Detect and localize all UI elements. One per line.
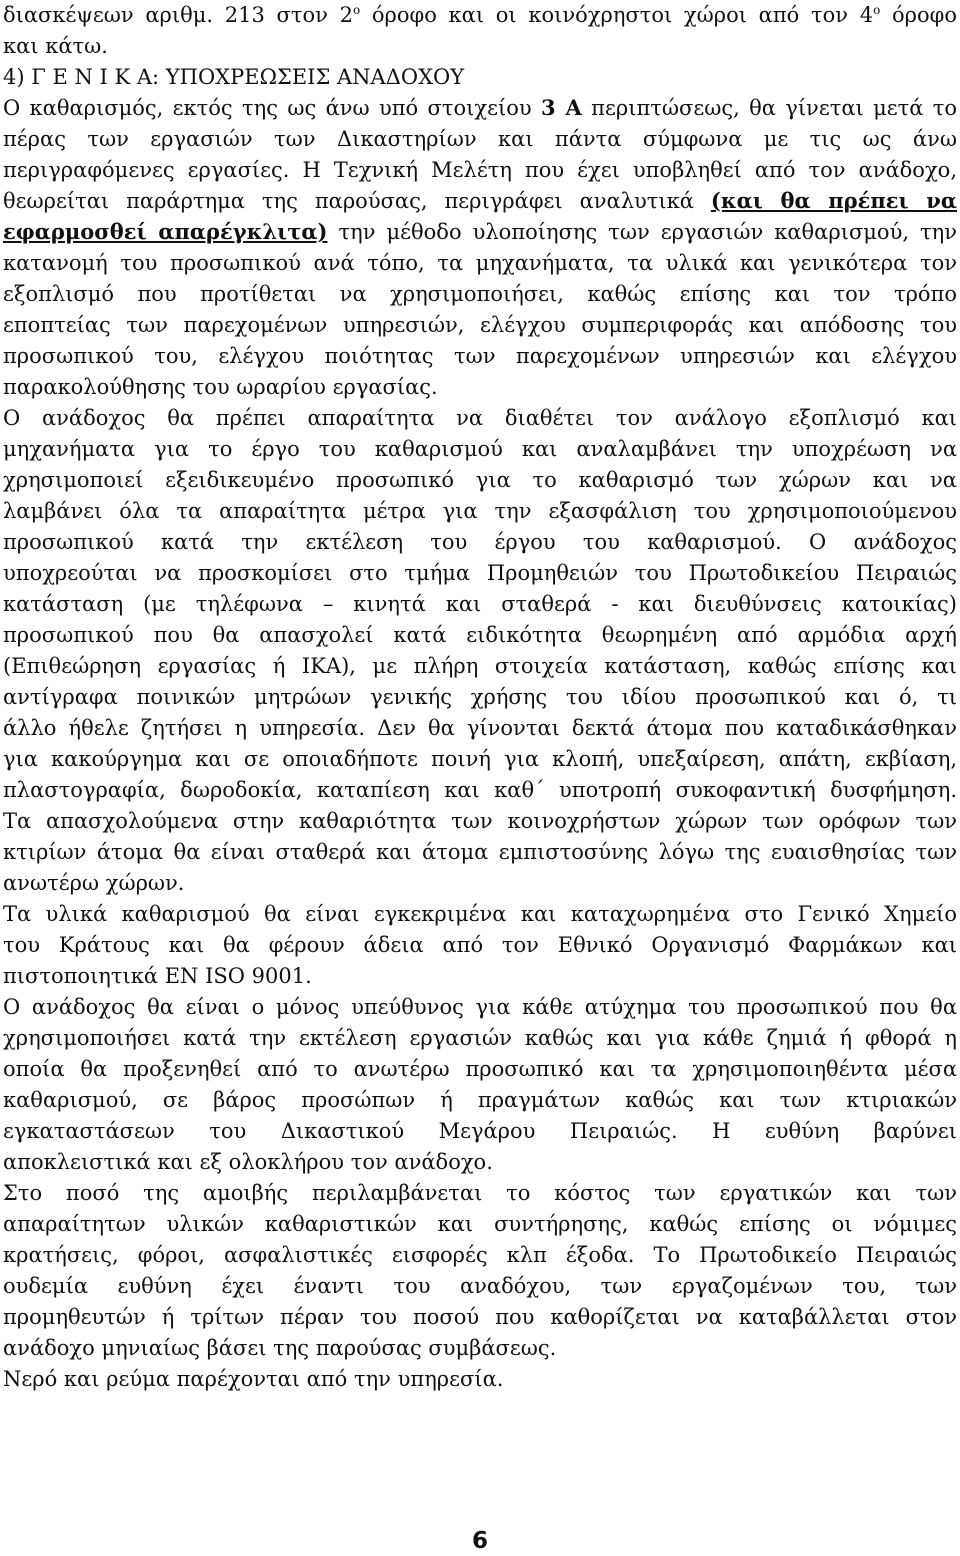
paragraph-line: Νερό και ρεύμα παρέχονται από την υπηρεσία. bbox=[3, 1367, 504, 1391]
paragraph-line: χρησιμοποιεί εξειδικευμένο προσωπικό για το καθαρισμό των χώρων και να bbox=[3, 468, 957, 492]
paragraph-line: προσωπικού που θα απασχολεί κατά ειδικότητα θεωρημένη από αρμόδια αρχή bbox=[3, 623, 957, 647]
paragraph-line: προμηθευτών ή τρίτων πέραν του ποσού που καθορίζεται να καταβάλλεται στον bbox=[3, 1305, 957, 1329]
paragraph-line: κατάσταση (με τηλέφωνα – κινητά και σταθερά - και διευθύνσεις κατοικίας) bbox=[3, 592, 957, 616]
paragraph-line: απαραίτητων υλικών καθαριστικών και συντήρησης, καθώς επίσης οι νόμιμες bbox=[3, 1212, 957, 1236]
paragraph-line: εξοπλισμό που προτίθεται να χρησιμοποιήσει, καθώς επίσης και τον τρόπο bbox=[3, 282, 957, 306]
paragraph-line: εποπτείας των παρεχομένων υπηρεσιών, ελέγχου συμπεριφοράς και απόδοσης του bbox=[3, 313, 957, 337]
paragraph-line: του Κράτους και θα φέρουν άδεια από τον Εθνικό Οργανισμό Φαρμάκων και bbox=[3, 933, 957, 957]
paragraph-line: περιγραφόμενες εργασίες. Η Τεχνική Μελέτη που έχει υποβληθεί από τον ανάδοχο, bbox=[3, 158, 957, 182]
paragraph-line: εγκαταστάσεων του Δικαστικού Μεγάρου Πειραιώς. Η ευθύνη βαρύνει bbox=[3, 1119, 957, 1143]
paragraph-line: πέρας των εργασιών των Δικαστηρίων και πάντα σύμφωνα με τις ως άνω bbox=[3, 127, 957, 151]
paragraph-line: παρακολούθησης του ωραρίου εργασίας. bbox=[3, 375, 438, 399]
intro-line: διασκέψεων αριθμ. 213 στον $2^o$ όροφο και οι κοινόχρηστοι χώροι από τον $4^o$ όροφο bbox=[3, 3, 957, 27]
paragraph-line: χρησιμοποιήσει κατά την εκτέλεση εργασιών καθώς και για κάθε ζημιά ή φθορά η bbox=[3, 1026, 957, 1050]
paragraph-line: προσωπικού κατά την εκτέλεση του έργου του καθαρισμού. Ο ανάδοχος bbox=[3, 530, 957, 554]
paragraph-line: θεωρείται παράρτημα της παρούσας, περιγράφει αναλυτικά (και θα πρέπει να bbox=[3, 188, 957, 213]
paragraph-line: κατανομή του προσωπικού ανά τόπο, τα μηχανήματα, τα υλικά και γενικότερα τον bbox=[3, 251, 957, 275]
paragraph-line: ανωτέρω χώρων. bbox=[3, 871, 185, 895]
paragraph-line: Ο ανάδοχος θα πρέπει απαραίτητα να διαθέτει τον ανάλογο εξοπλισμό και bbox=[3, 406, 957, 430]
paragraph-line: ουδεμία ευθύνη έχει έναντι του αναδόχου, των εργαζομένων του, των bbox=[3, 1274, 957, 1298]
paragraph-line: πλαστογραφία, δωροδοκία, καταπίεση και καθ΄ υποτροπή συκοφαντική δυσφήμηση. bbox=[3, 778, 957, 802]
paragraph-line: Τα υλικά καθαρισμού θα είναι εγκεκριμένα και καταχωρημένα στο Γενικό Χημείο bbox=[3, 902, 957, 926]
paragraph-line: Τα απασχολούμενα στην καθαριότητα των κοινοχρήστων χώρων των ορόφων των bbox=[3, 809, 957, 833]
page-number: 6 bbox=[471, 1528, 488, 1554]
paragraph-line: πιστοποιητικά EN ISO 9001. bbox=[3, 964, 312, 988]
paragraph-line: αποκλειστικά και εξ ολοκλήρου τον ανάδοχο. bbox=[3, 1150, 493, 1174]
paragraph-line: προσωπικού του, ελέγχου ποιότητας των παρεχομένων υπηρεσιών και ελέγχου bbox=[3, 344, 957, 368]
paragraph-line: καθαρισμού, σε βάρος προσώπων ή πραγμάτων καθώς και των κτιριακών bbox=[3, 1088, 957, 1112]
intro-line: και κάτω. bbox=[3, 34, 108, 58]
paragraph-line: μηχανήματα για το έργο του καθαρισμού και αναλαμβάνει την υποχρέωση να bbox=[3, 437, 957, 461]
paragraph-line: οποία θα προξενηθεί από το ανωτέρω προσωπικό και τα χρησιμοποιηθέντα μέσα bbox=[3, 1057, 957, 1081]
section-heading: 4) Γ Ε Ν Ι Κ Α: ΥΠΟΧΡΕΩΣΕΙΣ ΑΝΑΔΟΧΟΥ bbox=[3, 65, 465, 89]
paragraph-line: ανάδοχο μηνιαίως βάσει της παρούσας συμβάσεως. bbox=[3, 1336, 557, 1360]
paragraph-line: Ο ανάδοχος θα είναι ο μόνος υπεύθυνος για κάθε ατύχημα του προσωπικού που θα bbox=[3, 995, 957, 1019]
paragraph-line: Ο καθαρισμός, εκτός της ως άνω υπό στοιχείου 3 Α περιπτώσεως, θα γίνεται μετά το bbox=[3, 95, 957, 120]
paragraph-line: υποχρεούται να προσκομίσει στο τμήμα Προμηθειών του Πρωτοδικείου Πειραιώς bbox=[3, 561, 957, 585]
paragraph-line: άλλο ήθελε ζητήσει η υπηρεσία. Δεν θα γίνονται δεκτά άτομα που καταδικάσθηκαν bbox=[3, 716, 957, 740]
paragraph-line: για κακούργημα και σε οποιαδήποτε ποινή για κλοπή, υπεξαίρεση, απάτη, εκβίαση, bbox=[3, 747, 957, 771]
paragraph-line: εφαρμοσθεί απαρέγκλιτα) την μέθοδο υλοποίησης των εργασιών καθαρισμού, την bbox=[3, 219, 957, 244]
paragraph-line: Στο ποσό της αμοιβής περιλαμβάνεται το κόστος των εργατικών και των bbox=[3, 1181, 957, 1205]
paragraph-line: (Επιθεώρηση εργασίας ή ΙΚΑ), με πλήρη στοιχεία κατάσταση, καθώς επίσης και bbox=[3, 654, 957, 678]
paragraph-line: κτιρίων άτομα θα είναι σταθερά και άτομα εμπιστοσύνης λόγω της ευαισθησίας των bbox=[3, 840, 957, 864]
paragraph-line: αντίγραφα ποινικών μητρώων γενικής χρήσης του ιδίου προσωπικού και ό, τι bbox=[3, 685, 957, 709]
paragraph-line: λαμβάνει όλα τα απαραίτητα μέτρα για την εξασφάλιση του χρησιμοποιούμενου bbox=[3, 499, 957, 523]
paragraph-line: κρατήσεις, φόροι, ασφαλιστικές εισφορές κλπ έξοδα. Το Πρωτοδικείο Πειραιώς bbox=[3, 1243, 957, 1267]
